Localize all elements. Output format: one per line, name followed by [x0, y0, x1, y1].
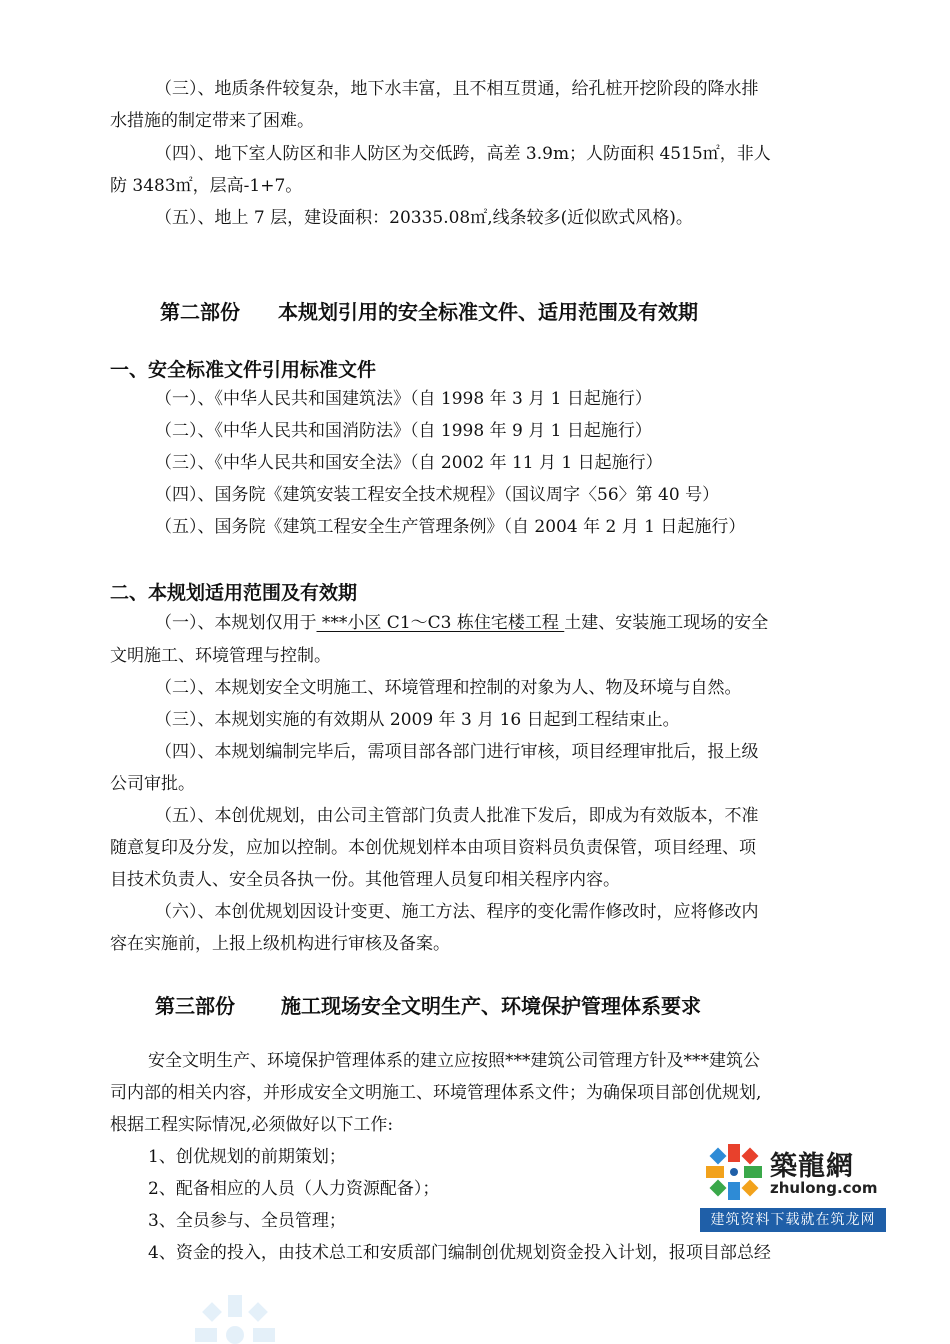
- paragraph-line: 防 3483㎡，层高-1+7。: [110, 176, 303, 196]
- list-item: 4、资金的投入，由技术总工和安质部门编制创优规划资金投入计划，报项目部总经: [148, 1243, 771, 1263]
- paragraph-line: 目技术负责人、安全员各执一份。其他管理人员复印相关程序内容。: [110, 870, 620, 890]
- paragraph-line: 容在实施前，上报上级机构进行审核及备案。: [110, 934, 450, 954]
- item1-prefix: （一）、本规划仅用于: [155, 613, 317, 633]
- list-item: （五）、国务院《建筑工程安全生产管理条例》（自 2004 年 2 月 1 日起施行）: [155, 517, 746, 537]
- part2-label: 第二部份: [160, 300, 240, 324]
- project-name: ***小区 C1～C3 栋住宅楼工程: [316, 613, 565, 633]
- zhulong-watermark: [700, 1138, 886, 1232]
- paragraph-line: （五）、本创优规划，由公司主管部门负责人批准下发后，即成为有效版本，不准: [155, 806, 759, 826]
- section-heading: 二、本规划适用范围及有效期: [110, 582, 358, 604]
- paragraph-line: （六）、本创优规划因设计变更、施工方法、程序的变化需作修改时，应将修改内: [155, 902, 759, 922]
- paragraph-line: [155, 612, 768, 634]
- list-item: 2、配备相应的人员（人力资源配备）；: [148, 1179, 440, 1199]
- paragraph-line: （二）、本规划安全文明施工、环境管理和控制的对象为人、物及环境与自然。: [155, 678, 742, 698]
- paragraph-line: 司内部的相关内容，并形成安全文明施工、环境管理体系文件；为确保项目部创优规划,: [110, 1083, 762, 1103]
- faint-watermark-icon: [190, 1290, 280, 1344]
- list-item: 1、创优规划的前期策划；: [148, 1147, 346, 1167]
- part2-title: 本规划引用的安全标准文件、适用范围及有效期: [278, 300, 698, 324]
- part3-heading: [155, 990, 701, 1019]
- item1-suffix: 土建、安装施工现场的安全: [564, 613, 769, 633]
- part3-label: 第三部份: [155, 994, 235, 1018]
- part2-heading: [160, 296, 698, 325]
- list-item: 3、全员参与、全员管理；: [148, 1211, 346, 1231]
- paragraph-line: 随意复印及分发，应加以控制。本创优规划样本由项目资料员负责保管，项目经理、项: [110, 838, 756, 858]
- paragraph-line: （五）、地上 7 层，建设面积：20335.08㎡,线条较多(近似欧式风格)。: [155, 208, 693, 228]
- paragraph-line: （三）、地质条件较复杂，地下水丰富，且不相互贯通，给孔桩开挖阶段的降水排: [155, 79, 759, 99]
- watermark-title: 築龍網: [770, 1151, 854, 1182]
- list-item: （三）、《中华人民共和国安全法》（自 2002 年 11 月 1 日起施行）: [155, 453, 663, 473]
- snowflake-logo-icon: [702, 1140, 766, 1204]
- paragraph-line: 安全文明生产、环境保护管理体系的建立应按照***建筑公司管理方针及***建筑公: [148, 1051, 760, 1071]
- paragraph-line: 文明施工、环境管理与控制。: [110, 646, 331, 666]
- paragraph-line: （三）、本规划实施的有效期从 2009 年 3 月 16 日起到工程结束止。: [155, 710, 680, 730]
- paragraph-line: 根据工程实际情况,必须做好以下工作:: [110, 1115, 394, 1135]
- paragraph-line: 水措施的制定带来了困难。: [110, 111, 314, 131]
- list-item: （二）、《中华人民共和国消防法》（自 1998 年 9 月 1 日起施行）: [155, 421, 652, 441]
- watermark-slogan: 建筑资料下载就在筑龙网: [700, 1208, 886, 1232]
- paragraph-line: （四）、本规划编制完毕后，需项目部各部门进行审核，项目经理审批后，报上级: [155, 742, 759, 762]
- watermark-url: zhulong.com: [770, 1179, 878, 1197]
- part3-title: 施工现场安全文明生产、环境保护管理体系要求: [281, 994, 701, 1018]
- paragraph-line: （四）、地下室人防区和非人防区为交低跨，高差 3.9m；人防面积 4515㎡，非人: [155, 144, 771, 164]
- watermark-top: [700, 1138, 886, 1206]
- list-item: （一）、《中华人民共和国建筑法》（自 1998 年 3 月 1 日起施行）: [155, 389, 652, 409]
- section-heading: 一、安全标准文件引用标准文件: [110, 359, 377, 381]
- paragraph-line: 公司审批。: [110, 774, 195, 794]
- list-item: （四）、国务院《建筑安装工程安全技术规程》（国议周字〈56〉第 40 号）: [155, 485, 720, 505]
